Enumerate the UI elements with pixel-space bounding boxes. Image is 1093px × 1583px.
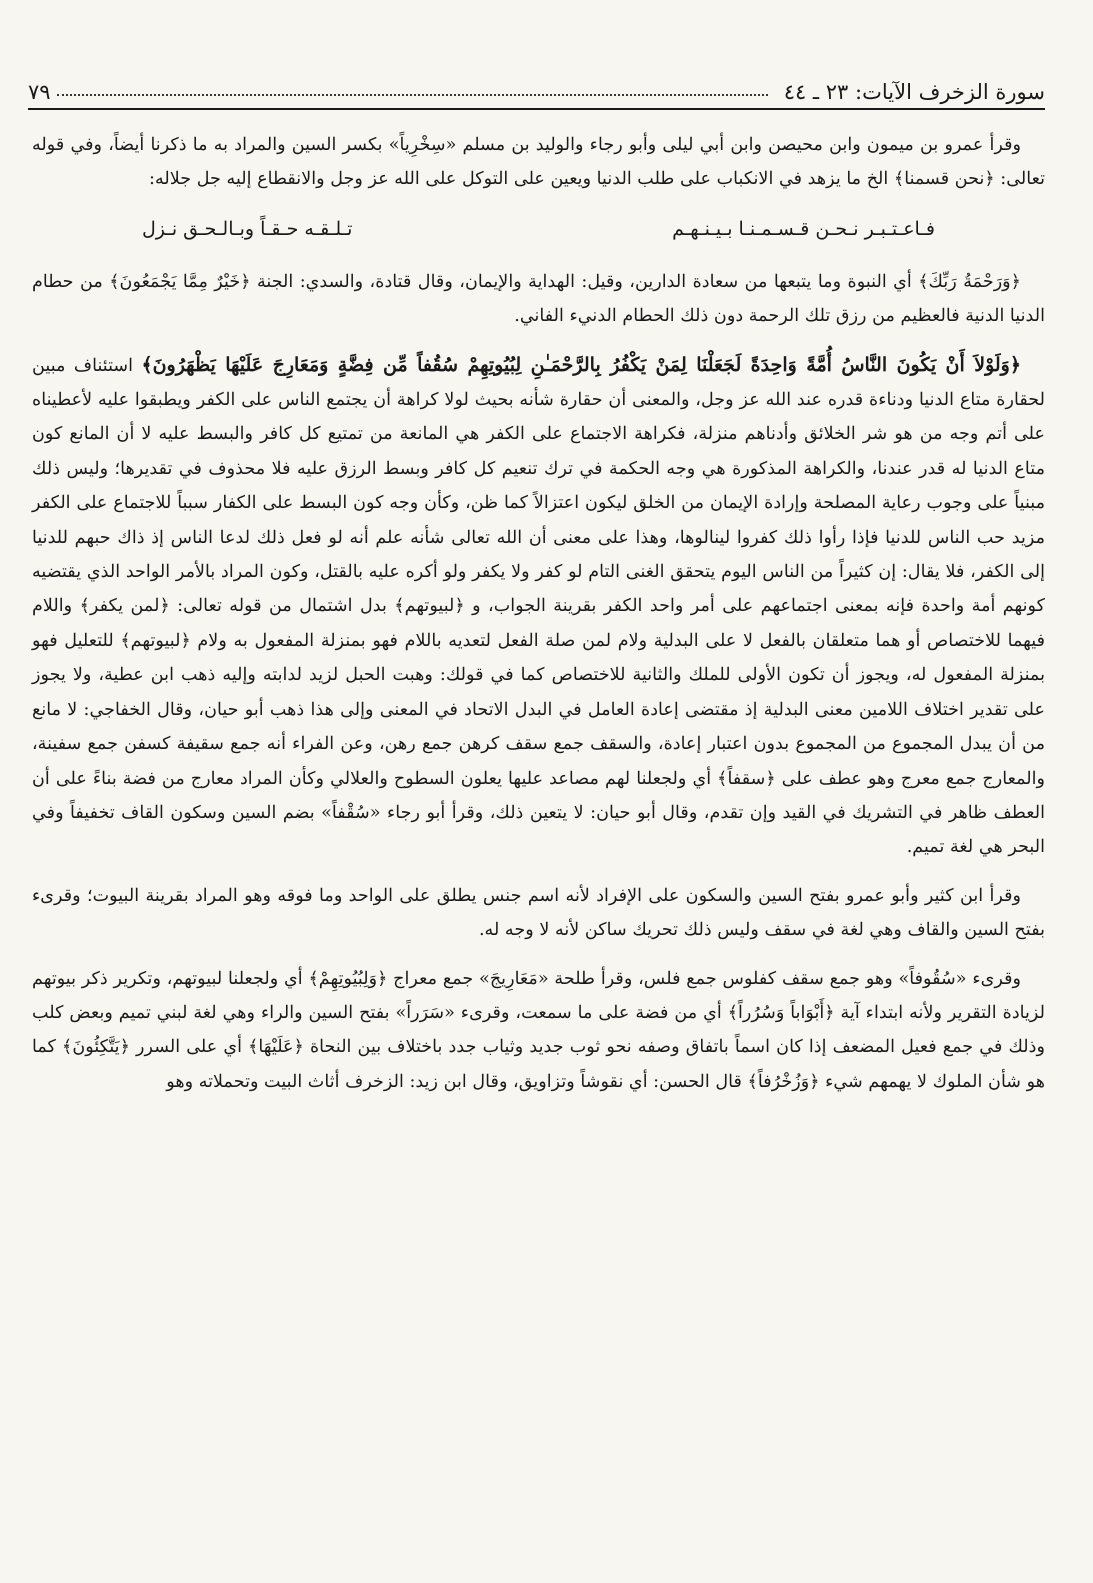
header-title: سورة الزخرف الآيات: ٢٣ ـ ٤٤ <box>783 80 1045 104</box>
quran-verse: ﴿وَلَوْلاَ أَنْ يَكُونَ النَّاسُ أُمَّةً وَاحِدَةً لَجَعَلْنَا لِمَنْ يَكْفُرُ بِالرَّحْمَـٰنِ لِبُيُوتِهِمْ سُقُفاً مِّن فِضَّةٍ وَمَعَارِجَ عَلَيْهَا يَظْهَرُونَ﴾ <box>141 353 1021 376</box>
running-header <box>28 70 1045 110</box>
page-body <box>32 128 1045 1099</box>
paragraph-5: وقرىء «سُقُوفاً» وهو جمع سقف كفلوس جمع فلس، وقرأ طلحة «مَعَارِيجَ» جمع معراج ﴿وَلِبُيُوتِهِمْ﴾ أي ولجعلنا لبيوتهم، وتكرير ذكر بيوتهم لزيادة التقرير ولأنه ابتداء آية ﴿أَبْوَاباً وَسُرُراً﴾ أي من فضة على ما سمعت، وقرىء «سَرَراً» بفتح السين والراء وهي لغة لبني تميم وبعض كلب وذلك في جمع فعيل المضعف إذا كان اسماً باتفاق وصفه نحو ثوب جديد وثياب جدد باختلاف بين النحاة ﴿عَلَيْهَا﴾ أي على السرر ﴿يَتَّكِئُونَ﴾ كما هو شأن الملوك لا يهمهم شيء ﴿وَزُخْرُفاً﴾ قال الحسن: أي نقوشاً وتزاويق، وقال ابن زيد: الزخرف أثاث البيت وتحملاته وهو <box>32 968 1045 1092</box>
page-number: ٧٩ <box>28 80 51 104</box>
paragraph-1: وقرأ عمرو بن ميمون وابن محيصن وابن أبي ليلى وأبو رجاء والوليد بن مسلم «سِخْرِياً» بكسر السين والمراد به ما ذكرنا أيضاً، وفي قوله تعالى: ﴿نحن قسمنا﴾ الخ ما يزهد في الانكباب على طلب الدنيا ويعين على التوكل على الله عز وجل والانقطاع إليه جل جلاله: <box>32 135 1045 190</box>
paragraph-2: ﴿وَرَحْمَةُ رَبِّكَ﴾ أي النبوة وما يتبعها من سعادة الدارين، وقيل: الهداية والإيمان، وقال قتادة، والسدي: الجنة ﴿خَيْرٌ مِمَّا يَجْمَعُونَ﴾ من حطام الدنيا الدنية فالعظيم من رزق تلك الرحمة دون ذلك الحطام الدنيء الفاني. <box>32 271 1045 327</box>
poem-verse <box>142 211 935 247</box>
paragraph-4: وقرأ ابن كثير وأبو عمرو بفتح السين والسكون على الإفراد لأنه اسم جنس يطلق على الواحد وما فوقه وهو المراد بقرينة البيوت؛ وقرىء بفتح السين والقاف وهي لغة في سقف وليس ذلك تحريك ساكن لأنه لا وجه له. <box>32 885 1045 941</box>
poem-hemistich-right: فـاعـتـبـر نـحـن قـسـمـنـا بـيـنـهـم <box>672 217 935 240</box>
poem-hemistich-left: تـلـقـه حـقـاً وبـالـحـق نـزل <box>142 217 353 240</box>
header-dot-leader <box>57 94 768 96</box>
paragraph-3-text: استئناف مبين لحقارة متاع الدنيا ودناءة قدره عند الله عز وجل، والمعنى أن حقارة شأنه بحيث لولا كراهة أن يجتمع الناس على الكفر ويطبقوا عليه لأعطيناه على أتم وجه من هو شر الخلائق وأدناهم منزلة، فكراهة الاجتماع على الكفر هي المانعة من تمتيع كل كافر والبسط عليه لا أن المانع كون متاع الدنيا له قدر عندنا، والكراهة المذكورة هي وجه الحكمة في ترك تنعيم كل كافر وبسط الرزق عليه فلا محذوف في تقديرها؛ وليس ذلك مبنياً على وجوب رعاية المصلحة وإرادة الإيمان من الخلق ليكون اعتزالاً كما ظن، وكأن وجه كون البسط على الكفار سبباً للاجتماع على الكفر مزيد حب الناس للدنيا فإذا رأوا ذلك كفروا لينالوها، وهذا على معنى أن الله تعالى شأنه علم أنه لو فعل ذلك لدعا الناس إذ ذاك حبهم للدنيا إلى الكفر، فلا يقال: إن كثيراً من الناس اليوم يتحقق الغنى التام لو كفر ولا يكفر ولو أكره عليه بالقتل، وكون المراد بالأمر الواحد الذي يقتضيه كونهم أمة واحدة فإنه بمعنى اجتماعهم على أمر واحد الكفر بقرينة الجواب، و ﴿لبيوتهم﴾ بدل اشتمال من قوله تعالى: ﴿لمن يكفر﴾ واللام فيهما للاختصاص أو هما متعلقان بالفعل لا على البدلية ولام لمن صلة الفعل لتعديه باللام فهو بمنزلة المفعول به ولام ﴿لبيوتهم﴾ للتعليل فهو بمنزلة المفعول له، ويجوز أن تكون الأولى للملك والثانية للاختصاص كما في قولك: وهبت الحبل لزيد لدابته وإليه ذهب ابن عطية، ولا يجوز على تقدير اختلاف اللامين معنى البدلية إذ مقتضى إعادة العامل في البدل الاتحاد في المعنى وإلى هذا ذهب أبو حيان، وقال الخفاجي: لا مانع من أن يبدل المجموع من المجموع بدون اعتبار إعادة، والسقف جمع سقف كرهن جمع رهن، وعن الفراء أنه جمع سقيفة كسفن جمع سفينة، والمعارج جمع معرج وهو عطف على ﴿سقفاً﴾ أي ولجعلنا لهم مصاعد عليها يعلون السطوح والعلالي وكأن المراد معارج من فضة بناءً على أن العطف ظاهر في التشريك في القيد وإن تقدم، وقال أبو حيان: لا يتعين ذلك، وقرأ أبو رجاء «سُقْفاً» بضم السين وسكون القاف تخفيفاً وفي البحر هي لغة تميم. <box>32 355 1045 858</box>
paragraph-3 <box>32 348 1045 865</box>
